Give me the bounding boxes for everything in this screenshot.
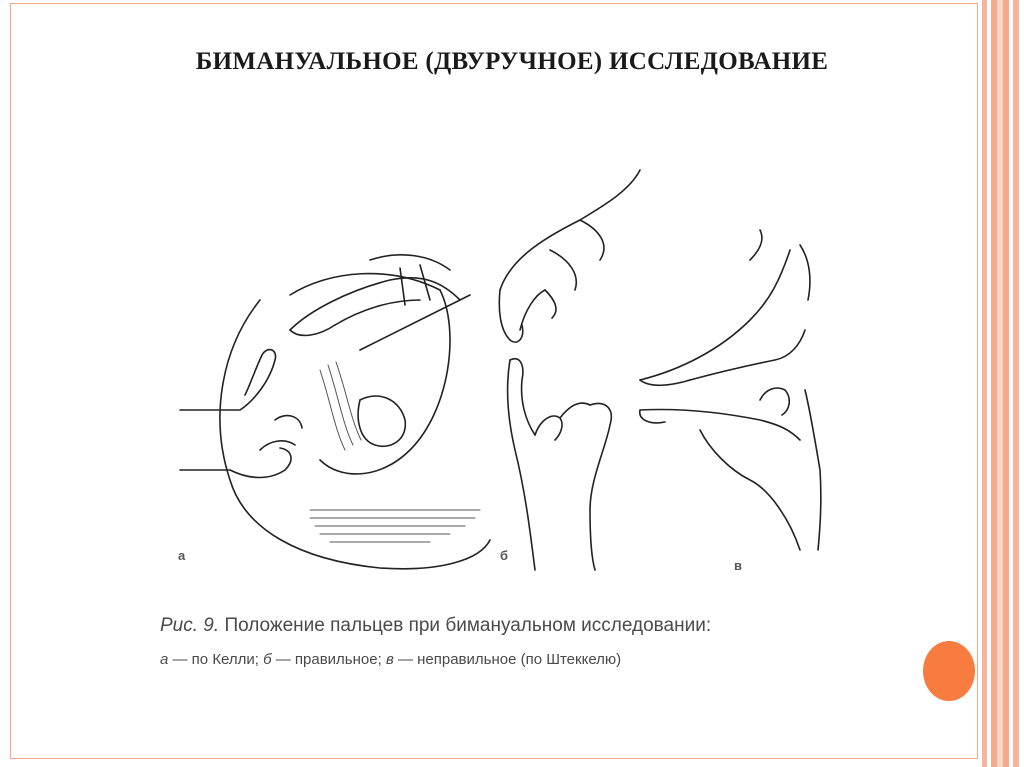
decorative-circle (923, 641, 975, 701)
panel-a-drawing (180, 255, 490, 569)
caption-prefix: Рис. 9. (160, 615, 220, 636)
panel-label-b: б (500, 548, 509, 563)
caption-item-text-a: — по Келли; (172, 651, 259, 668)
caption-item-letter-c: в (385, 651, 394, 668)
caption-item-text-c: — неправильное (по Штеккелю) (397, 651, 622, 668)
decorative-stripes (978, 0, 1024, 767)
figure-caption (160, 615, 880, 668)
panel-c-drawing (640, 230, 821, 550)
caption-line-2 (160, 651, 880, 668)
panel-label-a: а (178, 548, 186, 563)
panel-label-c: в (734, 558, 742, 573)
panel-b-drawing (499, 170, 640, 570)
caption-text: Положение пальцев при бимануальном исследовании: (224, 615, 712, 636)
caption-item-letter-a: а (160, 651, 169, 668)
slide-title: БИМАНУАЛЬНОЕ (ДВУРУЧНОЕ) ИССЛЕДОВАНИЕ (195, 48, 829, 75)
bimanual-illustration (160, 150, 860, 590)
caption-line-1 (160, 615, 880, 637)
caption-item-text-b: — правильное; (275, 651, 382, 668)
caption-item-letter-b: б (263, 651, 272, 668)
